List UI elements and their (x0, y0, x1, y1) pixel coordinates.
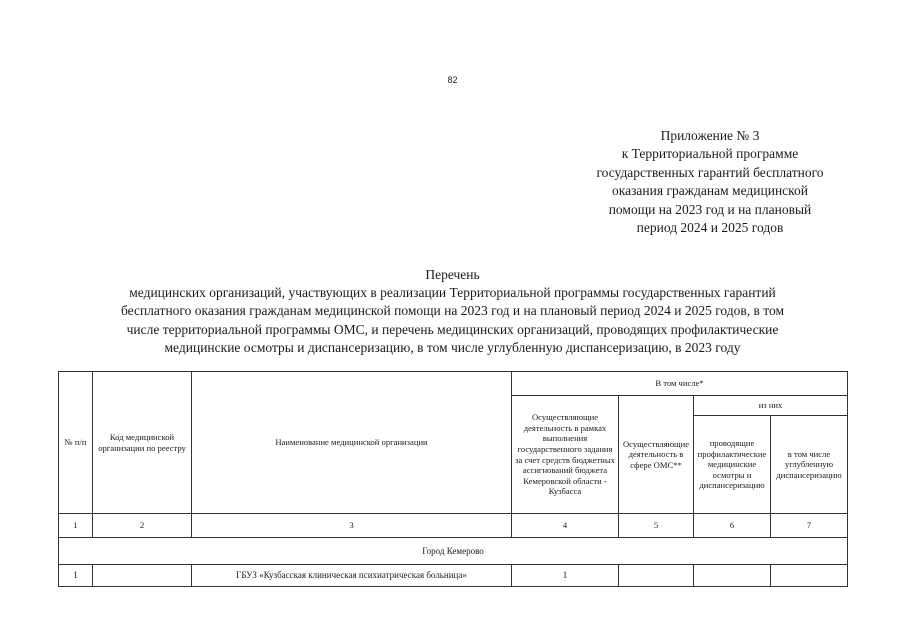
column-number: 1 (59, 514, 93, 538)
cell-prof (694, 565, 771, 587)
organizations-table (58, 371, 848, 587)
appendix-line: период 2024 и 2025 годов (636, 220, 784, 236)
appendix-block (575, 127, 845, 237)
header-name: Наименование медицинской организации (192, 372, 512, 514)
appendix-line: государственных гарантий бесплатного (596, 164, 824, 180)
column-number: 3 (192, 514, 512, 538)
section-row (59, 538, 848, 565)
cell-name: ГБУЗ «Кузбасская клиническая психиатрическая больница» (192, 565, 512, 587)
title-line: медицинских организаций, участвующих в реализации Территориальной программы государственных гарантий (129, 285, 776, 301)
title-line: Перечень (425, 267, 480, 282)
header-deep: в том числе углубленную диспансеризацию (771, 416, 848, 514)
column-number: 7 (771, 514, 848, 538)
column-number: 2 (93, 514, 192, 538)
header-budget: Осуществляющие деятельность в рамках выполнения государственного задания за счет средств бюджетных ассигнований бюджета Кемеровской области - Кузбасса (512, 396, 619, 514)
title-line: числе территориальной программы ОМС, и перечень медицинских организаций, проводящих профилактические (126, 321, 779, 337)
appendix-line: к Территориальной программе (621, 146, 799, 162)
cell-deep (771, 565, 848, 587)
header-code: Код медицинской организации по реестру (93, 372, 192, 514)
header-num: № п/п (59, 372, 93, 514)
header-prof: проводящие профилактические медицинские осмотры и диспансеризацию (694, 416, 771, 514)
appendix-line: оказания гражданам медицинской (611, 183, 809, 199)
cell-oms (619, 565, 694, 587)
header-including: В том числе* (512, 372, 848, 396)
column-numbers-row (59, 514, 848, 538)
column-number: 6 (694, 514, 771, 538)
page-number: 82 (447, 75, 458, 85)
header-oms: Осуществляющие деятельность в сфере ОМС** (619, 396, 694, 514)
cell-code (93, 565, 192, 587)
document-title (60, 266, 845, 357)
column-number: 5 (619, 514, 694, 538)
cell-budget: 1 (512, 565, 619, 587)
column-number: 4 (512, 514, 619, 538)
title-line: бесплатного оказания гражданам медицинской помощи на 2023 год и на плановый период 2024 и 2025 годов, в том (120, 303, 785, 319)
appendix-line: Приложение № 3 (660, 128, 760, 143)
header-of-them: из них (694, 396, 848, 416)
appendix-line: помощи на 2023 год и на плановый (608, 201, 812, 217)
title-line: медицинские осмотры и диспансеризацию, в том числе углубленную диспансеризацию, в 2023 году (164, 339, 741, 355)
section-title: Город Кемерово (59, 538, 848, 565)
table-row (59, 565, 848, 587)
cell-num: 1 (59, 565, 93, 587)
